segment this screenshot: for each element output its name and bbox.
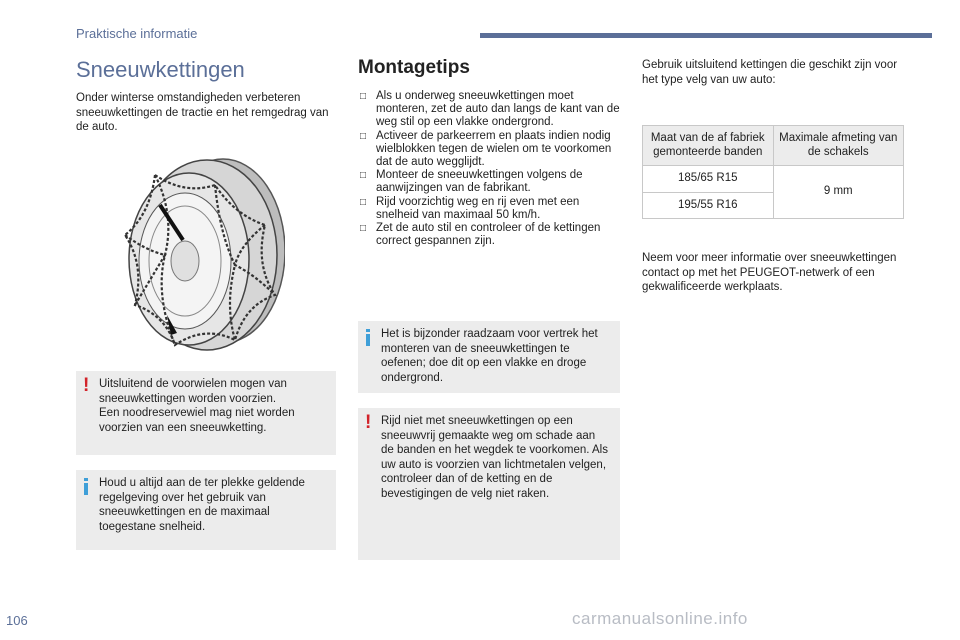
bullet-marker-icon: □ — [360, 91, 367, 102]
section-title-montagetips: Montagetips — [358, 57, 470, 78]
warning-exclamation-icon: ! — [83, 375, 90, 396]
info-icon — [366, 329, 370, 345]
bullet-marker-icon: □ — [360, 170, 367, 182]
warning-exclamation-icon: ! — [365, 412, 372, 433]
intro-paragraph: Onder winterse omstandigheden verbeteren sneeuwkettingen de tractie en het remgedrag van de auto. — [76, 92, 329, 134]
right-outro-paragraph: Neem voor meer informatie over sneeuwkettingen contact op met het PEUGEOT-netwerk of een gekwalificeerde werkplaats. — [642, 252, 897, 294]
table-row — [643, 166, 904, 193]
warning-line-2: Een noodreservewiel mag niet worden voorzien van een sneeuwketting. — [99, 407, 295, 434]
list-item: □ Rijd voorzichtig weg en rij even met een snelheid van maximaal 50 km/h. — [360, 195, 580, 221]
tire-with-chain-image — [115, 155, 285, 355]
table-cell-link-size: 9 mm — [773, 166, 904, 219]
header-rule — [480, 33, 932, 38]
table-header-link-size: Maximale afmeting van de schakels — [773, 126, 904, 166]
snow-chain-tire-illustration — [115, 155, 285, 360]
mounting-tips-list — [358, 90, 620, 248]
warning-line-1: Uitsluitend de voorwielen mogen van sneeuwkettingen worden voorzien. — [99, 378, 287, 405]
list-item: □ Activeer de parkeerrem en plaats indien nodig wielblokken tegen de wielen om te voorkomen dat de auto wegglijdt. — [360, 129, 612, 169]
header-section-title: Praktische informatie — [76, 26, 198, 41]
list-item: □ Als u onderweg sneeuwkettingen moet monteren, zet de auto dan langs de kant van de weg stil op een vlakke ondergrond. — [360, 90, 620, 129]
warning-box-snow-free-road — [358, 408, 620, 560]
table-header-row — [643, 126, 904, 166]
table-header-tire-size: Maat van de af fabriek gemonteerde banden — [643, 126, 774, 166]
bullet-marker-icon: □ — [360, 223, 367, 235]
info-box-practice — [358, 321, 620, 393]
info-box-regulations — [76, 470, 336, 550]
info-text-practice: Het is bijzonder raadzaam voor vertrek het monteren van de sneeuwkettingen te oefenen; doe dit op een vlakke en droge ondergrond. — [381, 328, 598, 384]
page-title: Sneeuwkettingen — [76, 57, 245, 82]
right-intro-paragraph: Gebruik uitsluitend kettingen die geschikt zijn voor het type velg van uw auto: — [642, 59, 898, 86]
page-number: 106 — [6, 613, 28, 628]
footer-watermark: carmanualsonline.info — [572, 609, 748, 628]
info-text-regulations: Houd u altijd aan de ter plekke geldende regelgeving over het gebruik van sneeuwkettingen en de maximaal toegestane snelheid. — [99, 477, 305, 533]
info-icon — [84, 478, 88, 494]
list-item: □ Zet de auto stil en controleer of de kettingen correct gespannen zijn. — [360, 222, 601, 248]
bullet-marker-icon: □ — [360, 130, 367, 142]
list-item: □ Monteer de sneeuwkettingen volgens de aanwijzingen van de fabrikant. — [360, 169, 583, 195]
warning-text-snow-free-road: Rijd niet met sneeuwkettingen op een sneeuwvrij gemaakte weg om schade aan de banden en het wegdek te voorkomen. Als uw auto is voorzien van lichtmetalen velgen, controleer dan of de ketting en de bevestigingen de velg niet raken. — [381, 415, 608, 500]
warning-box-front-wheels — [76, 371, 336, 455]
bullet-marker-icon: □ — [360, 196, 367, 208]
table-cell-tire-size: 185/65 R15 — [643, 166, 774, 193]
table-cell-tire-size: 195/55 R16 — [643, 192, 774, 219]
chain-size-table — [642, 125, 904, 219]
